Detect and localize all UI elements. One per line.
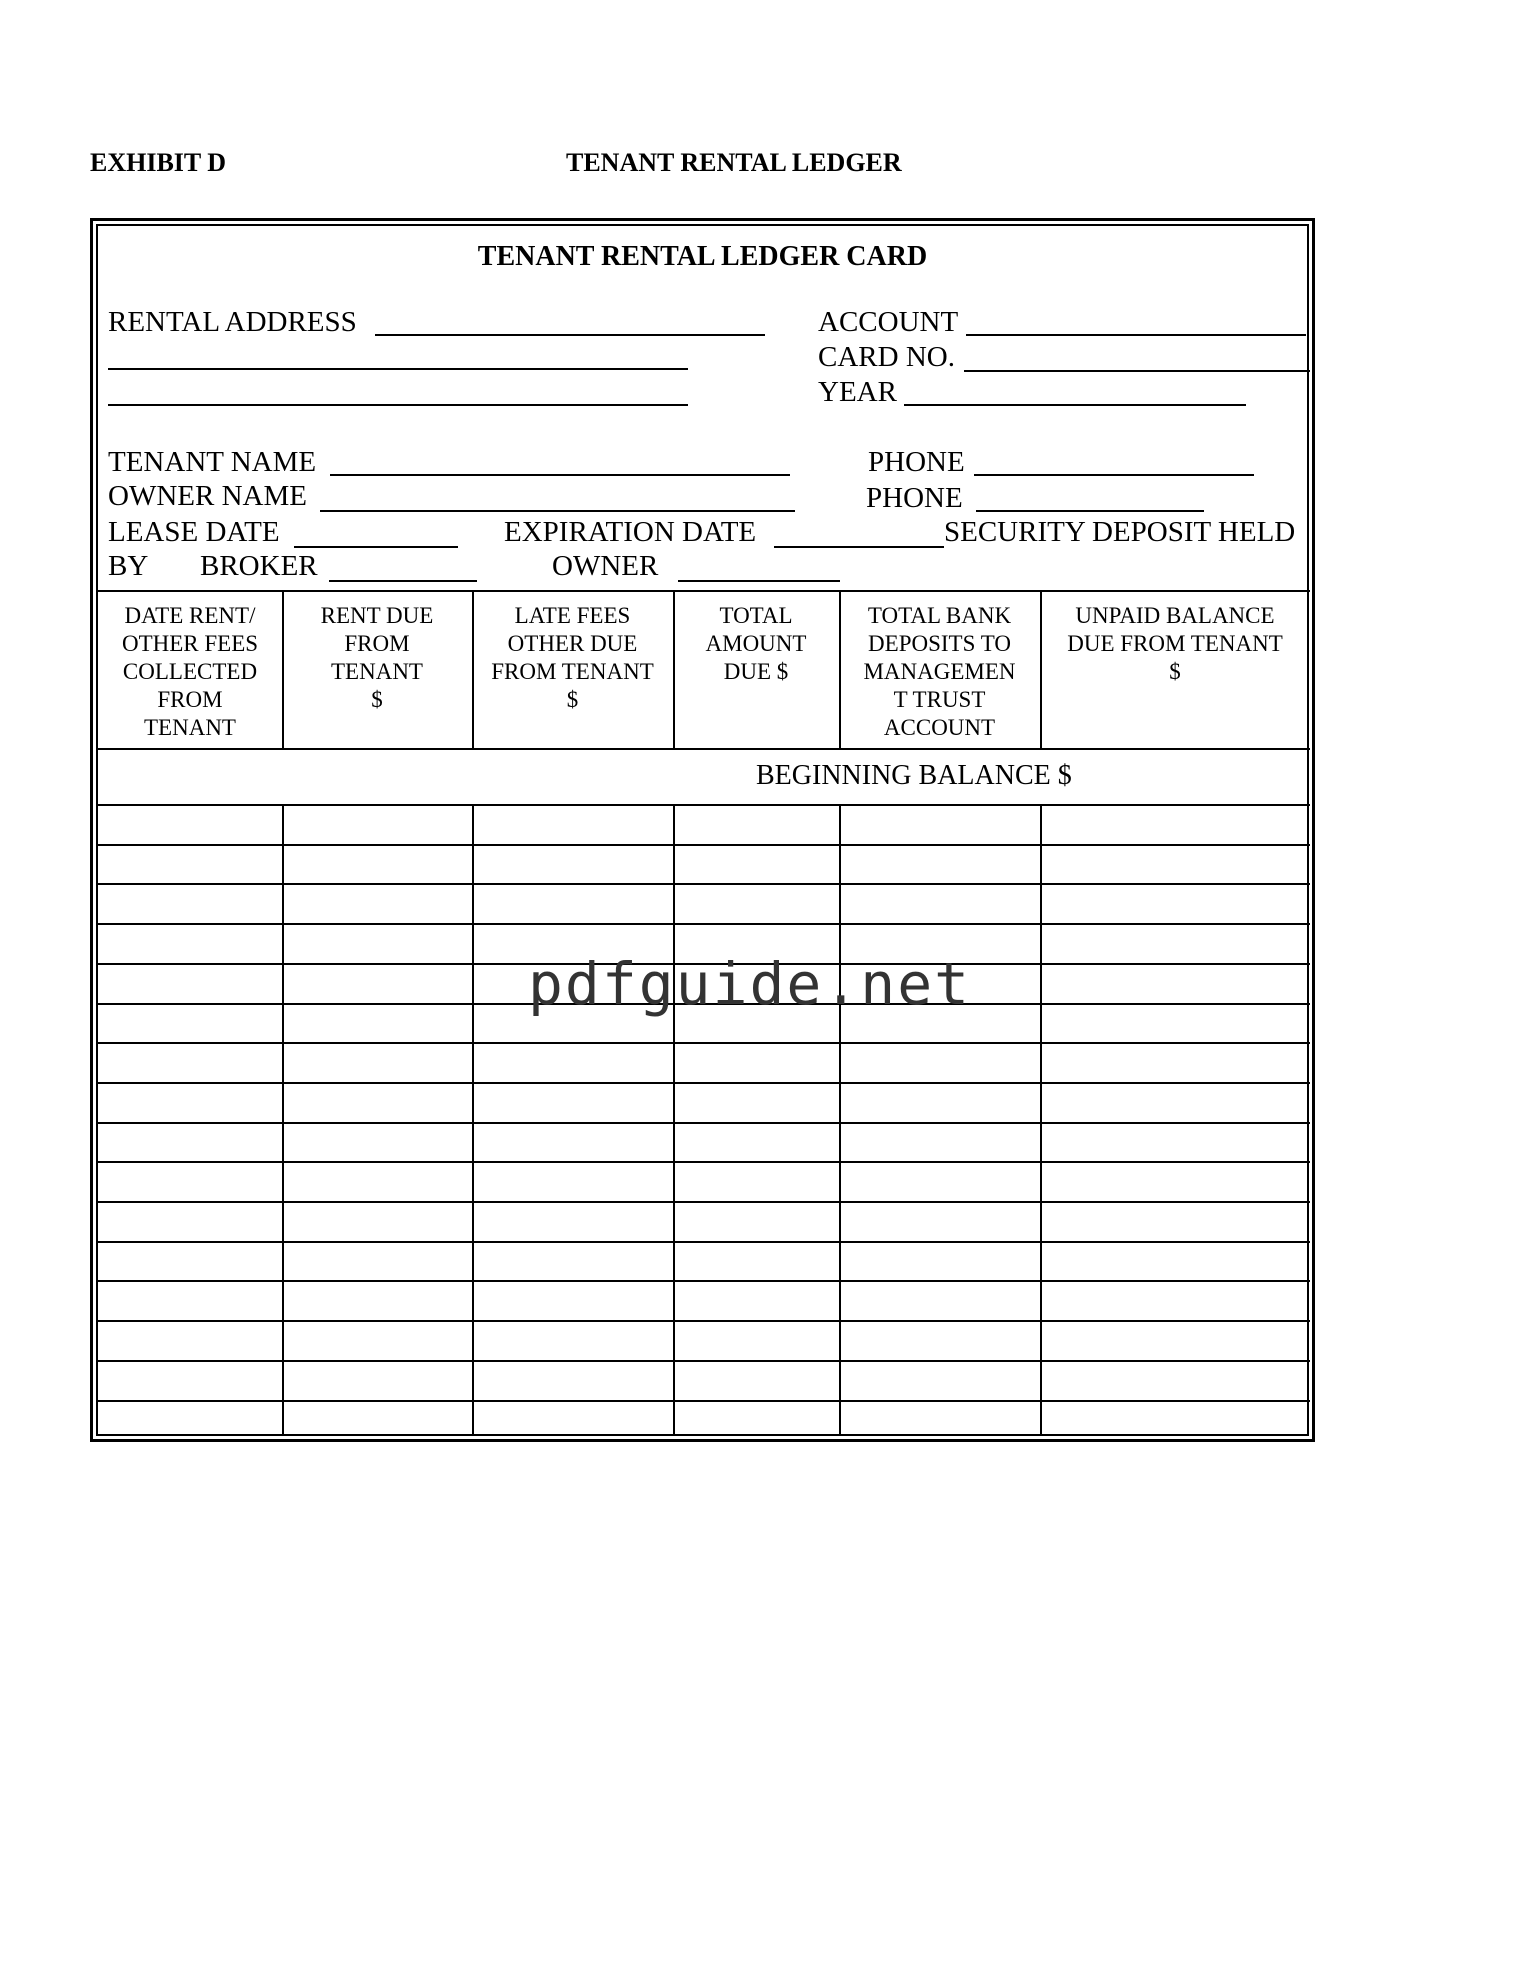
table-cell[interactable] xyxy=(282,1280,472,1320)
expiration-date-label: EXPIRATION DATE xyxy=(504,516,757,548)
column-header-3: LATE FEES OTHER DUE FROM TENANT $ xyxy=(491,603,654,712)
card-no-line[interactable] xyxy=(964,370,1310,372)
table-cell[interactable] xyxy=(282,883,472,923)
column-header-2: RENT DUE FROM TENANT $ xyxy=(320,603,434,712)
ledger-card xyxy=(90,218,1315,1442)
column-header-5: TOTAL BANK DEPOSITS TO MANAGEMEN T TRUST ACCOUNT xyxy=(863,603,1016,740)
table-cell[interactable] xyxy=(1040,1360,1310,1400)
table-cell[interactable] xyxy=(1040,1042,1310,1082)
owner-line[interactable] xyxy=(678,580,840,582)
table-cell[interactable] xyxy=(839,1241,1040,1281)
table-top-border xyxy=(98,590,1310,592)
lease-date-label: LEASE DATE xyxy=(108,516,280,548)
beginning-balance-label: BEGINNING BALANCE $ xyxy=(756,760,1072,791)
phone-label-1: PHONE xyxy=(868,446,965,478)
rental-address-line-1[interactable] xyxy=(375,334,765,336)
rental-address-line-2[interactable] xyxy=(108,368,688,370)
table-cell[interactable] xyxy=(98,1241,282,1281)
table-cell[interactable] xyxy=(673,1122,839,1162)
table-cell[interactable] xyxy=(98,1122,282,1162)
table-cell[interactable] xyxy=(1040,1161,1310,1201)
table-cell[interactable] xyxy=(1040,1320,1310,1360)
table-cell[interactable] xyxy=(673,1082,839,1122)
table-cell[interactable] xyxy=(839,1400,1040,1440)
table-cell[interactable] xyxy=(472,1280,673,1320)
owner-name-label: OWNER NAME xyxy=(108,480,307,512)
table-cell[interactable] xyxy=(98,844,282,884)
table-cell[interactable] xyxy=(839,1161,1040,1201)
table-cell[interactable] xyxy=(673,1280,839,1320)
table-cell[interactable] xyxy=(673,1042,839,1082)
table-cell[interactable] xyxy=(839,1201,1040,1241)
column-header-6: UNPAID BALANCE DUE FROM TENANT $ xyxy=(1067,603,1283,684)
table-cell[interactable] xyxy=(839,1320,1040,1360)
table-cell[interactable] xyxy=(98,1400,282,1440)
table-cell[interactable] xyxy=(839,1122,1040,1162)
table-cell[interactable] xyxy=(282,963,472,1003)
table-cell[interactable] xyxy=(839,1280,1040,1320)
table-cell[interactable] xyxy=(282,1042,472,1082)
table-cell[interactable] xyxy=(673,804,839,844)
table-cell[interactable] xyxy=(1040,1280,1310,1320)
table-cell[interactable] xyxy=(472,804,673,844)
owner-label: OWNER xyxy=(552,550,659,582)
table-cell[interactable] xyxy=(839,883,1040,923)
table-cell[interactable] xyxy=(98,1201,282,1241)
table-cell[interactable] xyxy=(472,1082,673,1122)
tenant-name-label: TENANT NAME xyxy=(108,446,317,478)
table-cell[interactable] xyxy=(1040,1003,1310,1043)
table-cell[interactable] xyxy=(98,963,282,1003)
header-column-divider xyxy=(839,590,841,748)
table-cell[interactable] xyxy=(673,1360,839,1400)
card-no-label: CARD NO. xyxy=(818,341,955,373)
expiration-date-line[interactable] xyxy=(774,546,944,548)
table-cell[interactable] xyxy=(472,1360,673,1400)
table-cell[interactable] xyxy=(472,1161,673,1201)
table-cell[interactable] xyxy=(282,1003,472,1043)
table-cell[interactable] xyxy=(282,1400,472,1440)
table-cell[interactable] xyxy=(1040,1400,1310,1440)
by-label: BY xyxy=(108,550,149,582)
card-title: TENANT RENTAL LEDGER CARD xyxy=(477,241,928,272)
table-cell[interactable] xyxy=(98,883,282,923)
table-cell[interactable] xyxy=(472,1042,673,1082)
table-cell[interactable] xyxy=(673,1201,839,1241)
table-cell[interactable] xyxy=(472,1241,673,1281)
table-cell[interactable] xyxy=(673,1320,839,1360)
table-cell[interactable] xyxy=(472,1201,673,1241)
table-cell[interactable] xyxy=(673,1161,839,1201)
table-cell[interactable] xyxy=(98,1320,282,1360)
phone-label-2: PHONE xyxy=(866,482,963,514)
column-header-1: DATE RENT/ OTHER FEES COLLECTED FROM TENANT xyxy=(121,603,259,740)
table-cell[interactable] xyxy=(98,804,282,844)
page-title: TENANT RENTAL LEDGER xyxy=(566,148,902,177)
exhibit-label: EXHIBIT D xyxy=(90,148,227,177)
table-cell[interactable] xyxy=(839,1042,1040,1082)
account-line[interactable] xyxy=(966,334,1306,336)
table-cell[interactable] xyxy=(282,1360,472,1400)
table-cell[interactable] xyxy=(472,1122,673,1162)
header-bottom-border xyxy=(98,748,1310,750)
year-line[interactable] xyxy=(904,404,1246,406)
table-cell[interactable] xyxy=(98,1280,282,1320)
column-header-4: TOTAL AMOUNT DUE $ xyxy=(705,603,807,684)
table-cell[interactable] xyxy=(472,1320,673,1360)
table-cell[interactable] xyxy=(839,1360,1040,1400)
table-cell[interactable] xyxy=(282,1241,472,1281)
header-column-divider xyxy=(282,590,284,748)
table-cell[interactable] xyxy=(282,804,472,844)
table-cell[interactable] xyxy=(839,844,1040,884)
table-cell[interactable] xyxy=(282,1122,472,1162)
table-cell[interactable] xyxy=(98,923,282,963)
lease-date-line[interactable] xyxy=(294,546,458,548)
table-cell[interactable] xyxy=(1040,883,1310,923)
table-cell[interactable] xyxy=(1040,1082,1310,1122)
table-cell[interactable] xyxy=(282,1082,472,1122)
broker-label: BROKER xyxy=(200,550,318,582)
owner-name-line[interactable] xyxy=(320,510,795,512)
phone-line-1[interactable] xyxy=(974,474,1254,476)
table-cell[interactable] xyxy=(1040,963,1310,1003)
security-deposit-label: SECURITY DEPOSIT HELD xyxy=(944,516,1296,548)
broker-line[interactable] xyxy=(329,580,477,582)
table-cell[interactable] xyxy=(282,844,472,884)
year-label: YEAR xyxy=(818,376,897,408)
table-cell[interactable] xyxy=(1040,1241,1310,1281)
table-cell[interactable] xyxy=(98,1161,282,1201)
header-column-divider xyxy=(1040,590,1042,748)
table-cell[interactable] xyxy=(282,1201,472,1241)
table-cell[interactable] xyxy=(98,1042,282,1082)
table-cell[interactable] xyxy=(839,804,1040,844)
table-cell[interactable] xyxy=(1040,1201,1310,1241)
table-cell[interactable] xyxy=(98,1082,282,1122)
tenant-name-line[interactable] xyxy=(330,474,790,476)
table-cell[interactable] xyxy=(673,844,839,884)
table-cell[interactable] xyxy=(673,1400,839,1440)
table-cell[interactable] xyxy=(673,883,839,923)
rental-address-line-3[interactable] xyxy=(108,404,688,406)
table-cell[interactable] xyxy=(1040,804,1310,844)
table-cell[interactable] xyxy=(673,1241,839,1281)
table-cell[interactable] xyxy=(98,1003,282,1043)
table-cell[interactable] xyxy=(282,923,472,963)
table-cell[interactable] xyxy=(282,1161,472,1201)
header-column-divider xyxy=(673,590,675,748)
table-cell[interactable] xyxy=(1040,1122,1310,1162)
watermark: pdfguide.net xyxy=(528,950,972,1018)
table-cell[interactable] xyxy=(839,1082,1040,1122)
table-cell[interactable] xyxy=(282,1320,472,1360)
table-cell[interactable] xyxy=(1040,844,1310,884)
phone-line-2[interactable] xyxy=(976,510,1204,512)
header-column-divider xyxy=(472,590,474,748)
rental-address-label: RENTAL ADDRESS xyxy=(108,306,357,338)
table-cell[interactable] xyxy=(472,1400,673,1440)
account-label: ACCOUNT xyxy=(818,306,959,338)
table-cell[interactable] xyxy=(472,883,673,923)
table-cell[interactable] xyxy=(472,844,673,884)
ledger-card-inner xyxy=(96,224,1309,1436)
table-cell[interactable] xyxy=(1040,923,1310,963)
table-cell[interactable] xyxy=(98,1360,282,1400)
